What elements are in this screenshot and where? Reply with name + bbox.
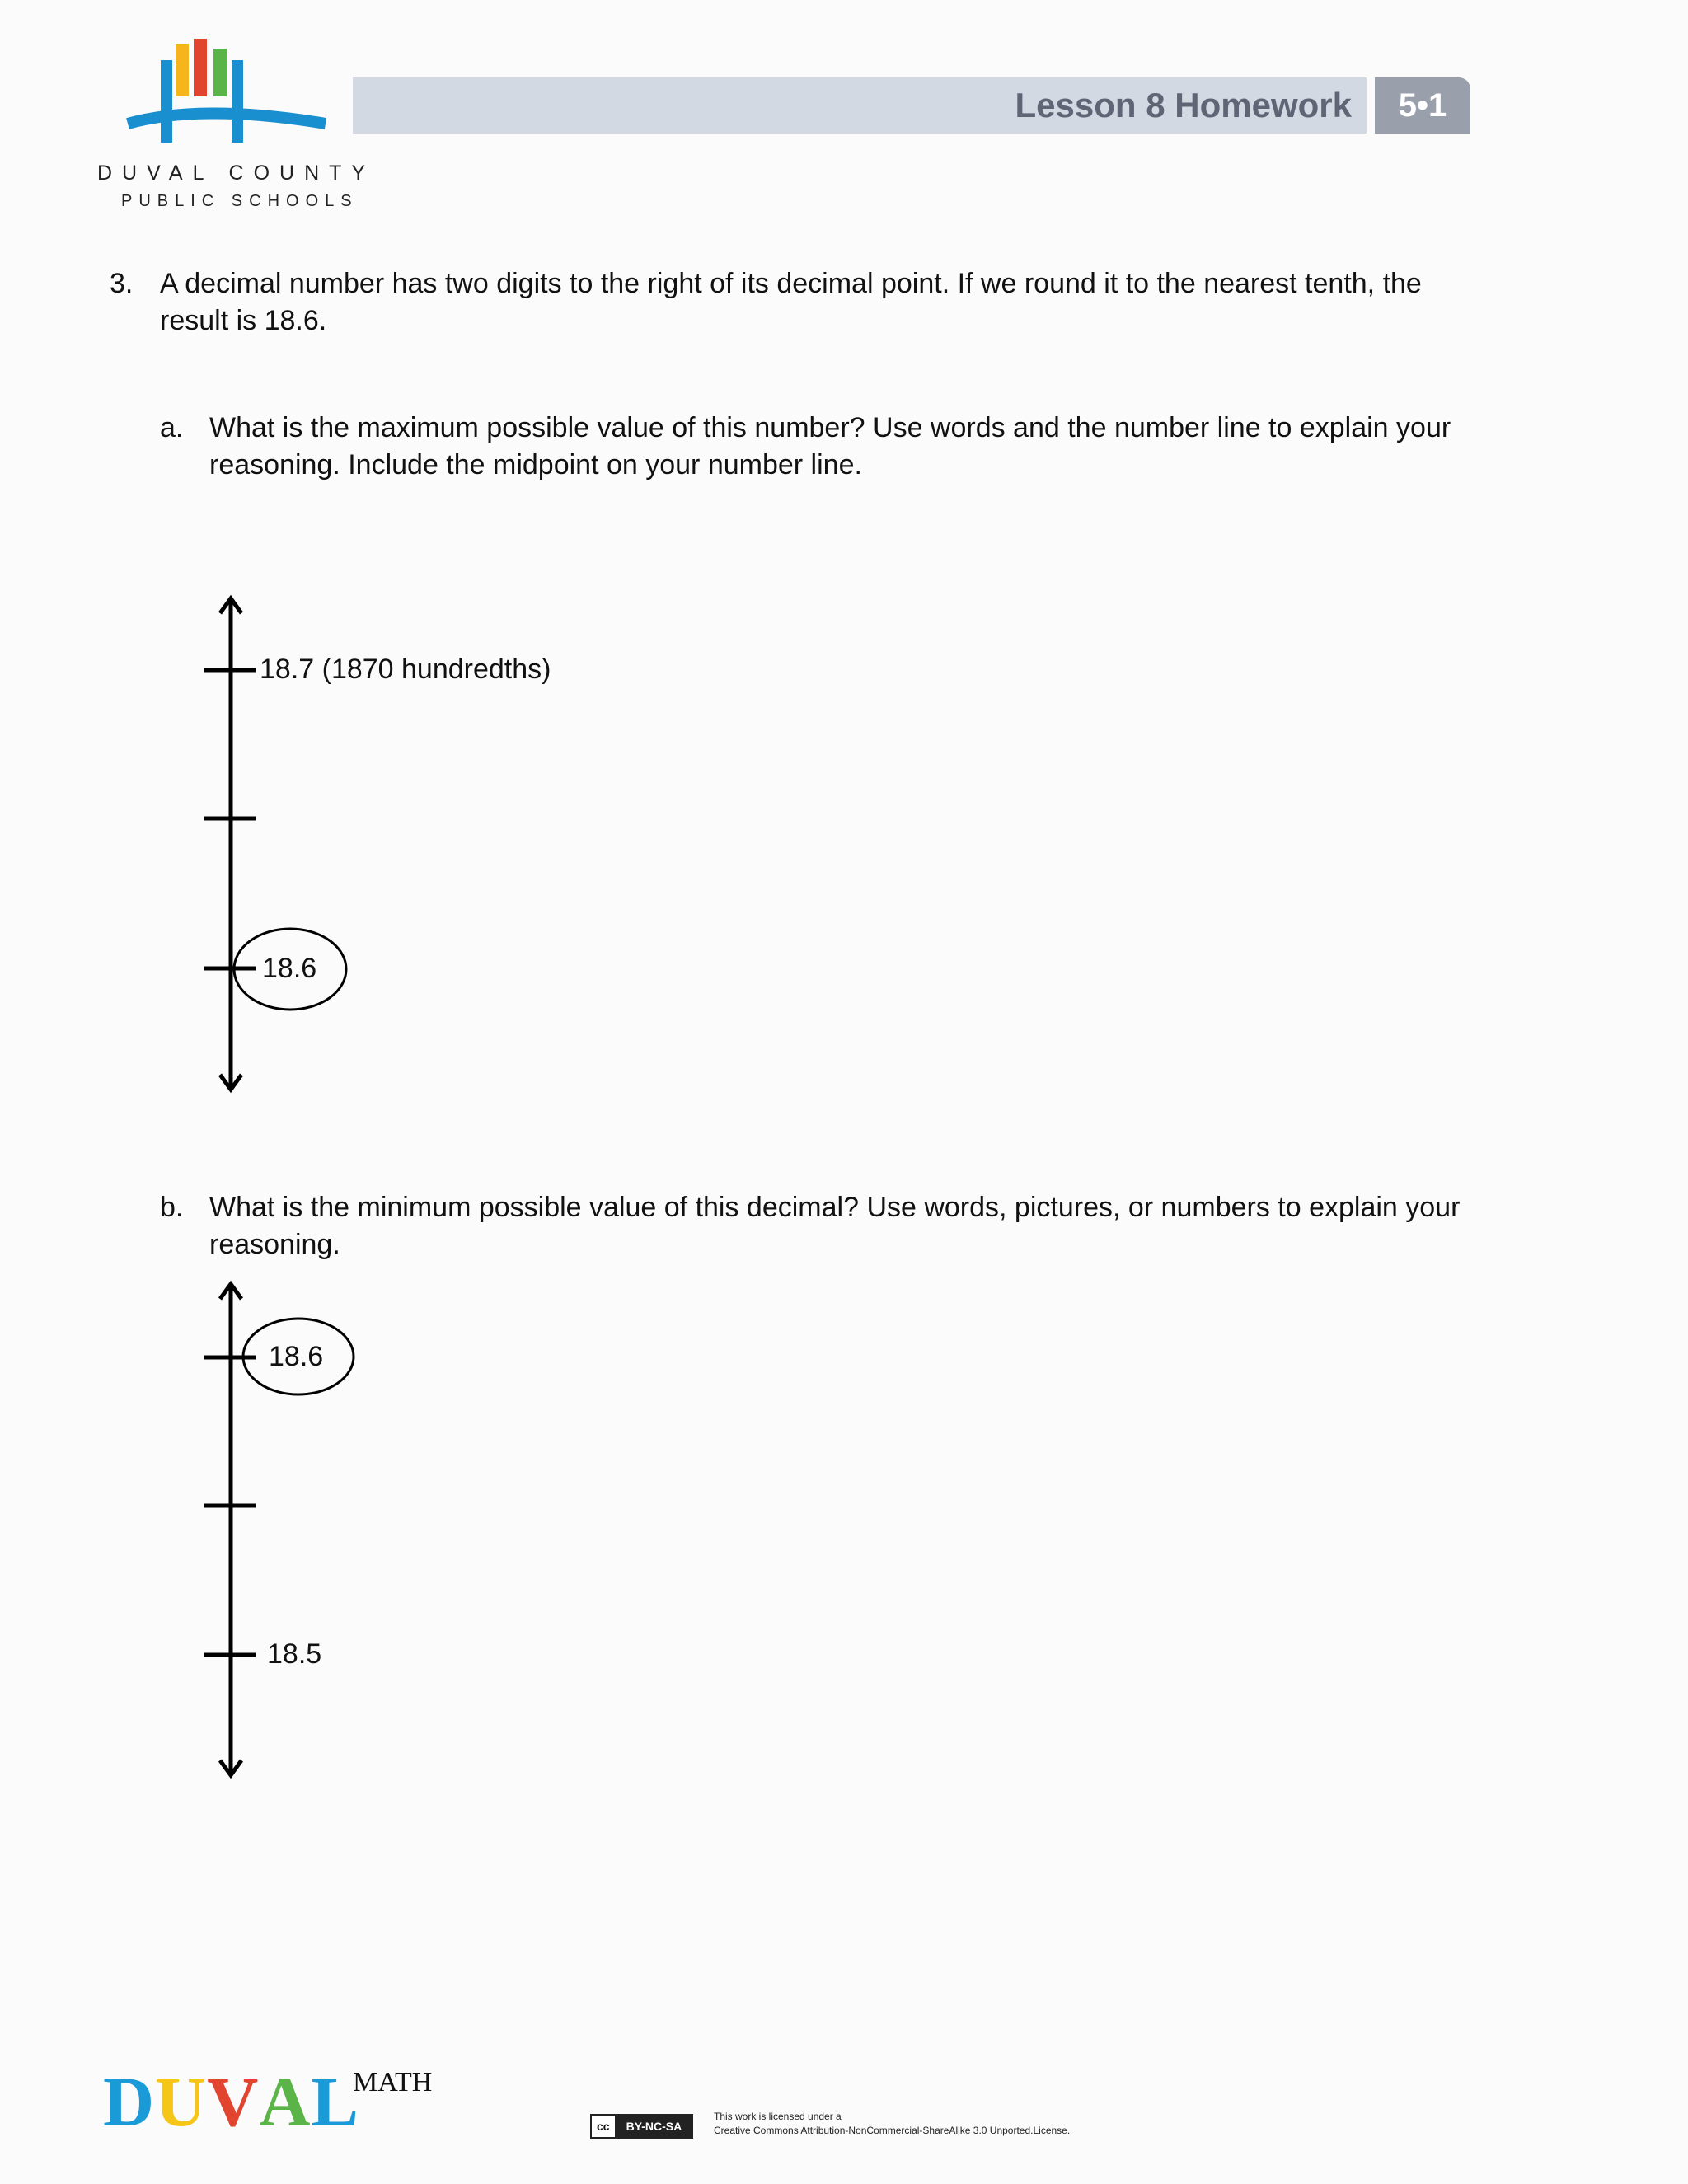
logo-text-line2: PUBLIC SCHOOLS: [121, 192, 359, 210]
duval-letter-l: L: [311, 2062, 359, 2141]
logo-pillar-right: [232, 60, 243, 143]
cc-license-type: BY-NC-SA: [617, 2116, 692, 2137]
duval-letter-d: D: [103, 2062, 156, 2141]
cc-icon: cc: [592, 2116, 617, 2137]
part-b-label: b.: [160, 1192, 184, 1223]
part-a-label: a.: [160, 412, 184, 443]
number-line-a-bottom-label: 18.6: [262, 953, 317, 984]
number-line-a-top-label: 18.7 (1870 hundredths): [260, 654, 551, 685]
part-b-prompt: What is the minimum possible value of this decimal? Use words, pictures, or numbers to explain your reasoning.: [209, 1192, 1461, 1260]
logo-pillar-left: [161, 60, 172, 143]
duval-letter-v: V: [207, 2062, 260, 2141]
math-label: MATH: [353, 2067, 433, 2097]
duval-schools-logo-icon: [120, 37, 334, 152]
logo-bar-yellow: [176, 44, 189, 96]
lesson-title: Lesson 8 Homework: [1015, 86, 1352, 124]
part-a-prompt: What is the maximum possible value of this number? Use words and the number line to explain your reasoning. Include the midpoint on your number line.: [209, 412, 1451, 480]
duval-math-logo: [103, 2060, 359, 2143]
number-line-b-bottom-label: 18.5: [267, 1638, 322, 1670]
license-line-2[interactable]: Creative Commons Attribution-NonCommercial-ShareAlike 3.0 Unported.License.: [714, 2125, 1071, 2136]
grade-module-badge: 5•1: [1375, 77, 1470, 134]
duval-letter-a: A: [259, 2062, 312, 2141]
question-text: A decimal number has two digits to the right of its decimal point. If we round it to the nearest tenth, the result is 18.6.: [160, 268, 1422, 336]
logo-bar-green: [213, 49, 227, 96]
logo-bridge-arc: [128, 114, 326, 124]
logo-text-line1: DUVAL COUNTY: [97, 162, 376, 185]
creative-commons-badge[interactable]: [590, 2114, 693, 2139]
logo-bar-red: [194, 39, 207, 96]
duval-letter-u: U: [155, 2062, 208, 2141]
license-text: [714, 2110, 1070, 2138]
license-line-1: This work is licensed under a: [714, 2111, 842, 2122]
number-line-b-top-label: 18.6: [269, 1341, 324, 1372]
question-number: 3.: [110, 268, 134, 299]
